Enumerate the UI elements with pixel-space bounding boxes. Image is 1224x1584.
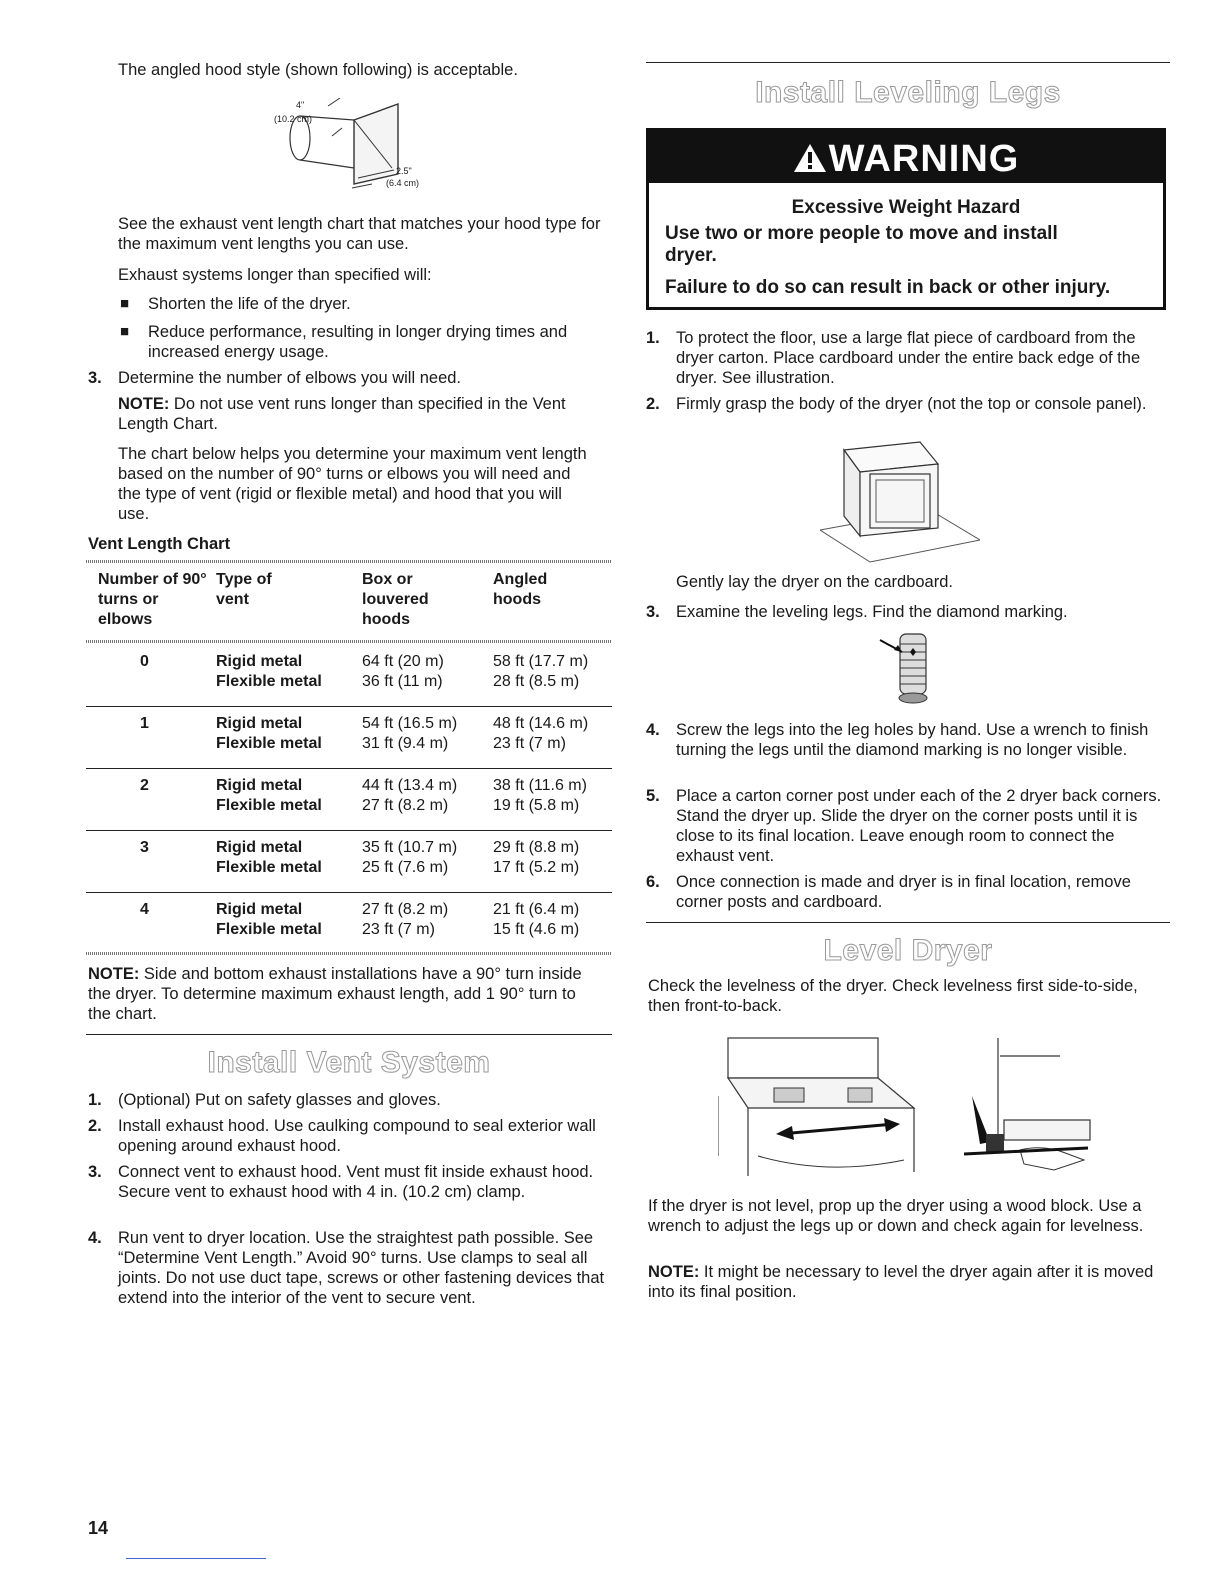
step-number: 3. [88,369,102,387]
table-cell-box: 54 ft (16.5 m) [362,715,458,732]
table-cell-box: 36 ft (11 m) [362,673,443,690]
table-cell-type: Flexible metal [216,673,322,690]
hood-dim2-metric: (6.4 cm) [386,178,420,188]
step-number: 1. [646,329,660,347]
table-cell-turns: 3 [140,839,149,856]
table-cell-type: Rigid metal [216,839,303,856]
table-cell-type: Flexible metal [216,859,322,876]
leveling-leg-illustration [876,630,946,706]
table-cell-type: Rigid metal [216,715,303,732]
note-label: NOTE: [648,1263,700,1281]
note3-text [648,1262,1158,1302]
section-title-legs: Install Leveling Legs [755,76,1061,109]
page-number: 14 [88,1518,109,1538]
not-level-text: If the dryer is not level, prop up the dryer using a wood block. Use a wrench to adjust the legs up or down and check again for levelness. [648,1197,1144,1235]
warning-banner-text: WARNING [828,138,1020,180]
table-cell-angled: 58 ft (17.7 m) [493,653,589,670]
table-cell-angled: 48 ft (14.6 m) [493,715,589,732]
warning-line1: Use two or more people to move and install dryer. [665,223,1058,266]
legs-step-text: Screw the legs into the leg holes by hand. Use a wrench to finish turning the legs until the diamond marking is no longer visible. [676,721,1149,759]
bullet-icon: ■ [120,323,130,340]
bullet-item: Shorten the life of the dryer. [148,295,351,313]
step-number: 4. [646,721,660,739]
table-cell-angled: 38 ft (11.6 m) [493,777,587,794]
section-rule [86,1034,612,1035]
warning-hazard: Excessive Weight Hazard [791,197,1021,218]
table-header-turns: Number of 90° turns or elbows [98,571,207,628]
table-row-rule [86,830,612,831]
table-cell-turns: 2 [140,777,149,794]
step-number: 4. [88,1229,102,1247]
table-cell-box: 25 ft (7.6 m) [362,859,449,876]
table-header-rule [86,640,612,643]
note-body: It might be necessary to level the dryer again after it is moved into its final position. [648,1263,1154,1301]
legs-step-text: Examine the leveling legs. Find the diamond marking. [676,603,1068,621]
vent-step-text: Connect vent to exhaust hood. Vent must fit inside exhaust hood. Secure vent to exhaust hood with 4 in. (10.2 cm) clamp. [118,1163,594,1201]
section-rule [646,62,1170,63]
step-number: 6. [646,873,660,891]
hood-dim1: 4" [296,100,305,110]
longer-intro-text: Exhaust systems longer than specified will: [118,266,432,284]
table-cell-box: 23 ft (7 m) [362,921,435,938]
table-cell-box: 44 ft (13.4 m) [362,777,458,794]
gently-text: Gently lay the dryer on the cardboard. [676,573,953,591]
note-label: NOTE: [88,965,140,983]
table-cell-type: Rigid metal [216,777,303,794]
table-top-rule [86,560,612,563]
table-cell-angled: 23 ft (7 m) [493,735,566,752]
step-number: 1. [88,1091,102,1109]
table-cell-type: Rigid metal [216,901,303,918]
section-title-vent: Install Vent System [207,1046,491,1079]
table-cell-angled: 21 ft (6.4 m) [493,901,580,918]
warning-triangle-icon [793,133,827,189]
table-cell-angled: 28 ft (8.5 m) [493,673,580,690]
vent-step-text: (Optional) Put on safety glasses and gloves. [118,1091,441,1109]
table-row-rule [86,768,612,769]
see-chart-text: See the exhaust vent length chart that matches your hood type for the maximum vent lengths you can use. [118,215,601,253]
chart-help-text: The chart below helps you determine your maximum vent length based on the number of 90° turns or elbows you will need and the type of vent (rigid or flexible metal) and hood that you will use. [118,445,587,523]
step-number: 2. [646,395,660,413]
table-header-box: Box or louvered hoods [362,571,429,628]
legs-step-text: Place a carton corner post under each of the 2 dryer back corners. Stand the dryer up. Slide the dryer on the corner posts until it is close to its final location. Leave enough room to connect the exhaust vent. [676,787,1162,865]
step3-text: Determine the number of elbows you will need. [118,369,462,387]
table-bottom-rule [86,952,612,955]
step-number: 3. [646,603,660,621]
warning-banner [649,131,1163,183]
warning-line2: Failure to do so can result in back or other injury. [665,277,1111,298]
note-body: Side and bottom exhaust installations have a 90° turn inside the dryer. To determine maximum exhaust length, add 1 90° turn to the chart. [88,965,582,1023]
table-cell-turns: 0 [140,653,149,670]
section-title-level: Level Dryer [823,934,993,967]
table-cell-box: 35 ft (10.7 m) [362,839,458,856]
table-cell-box: 27 ft (8.2 m) [362,797,449,814]
hood-dim2: 2.5" [396,166,412,176]
table-cell-angled: 29 ft (8.8 m) [493,839,580,856]
table-cell-type: Flexible metal [216,735,322,752]
section-rule [646,922,1170,923]
hood-intro-text: The angled hood style (shown following) is acceptable. [118,61,518,79]
footer-link-line [126,1558,266,1559]
step-number: 2. [88,1117,102,1135]
vent-step-text: Install exhaust hood. Use caulking compound to seal exterior wall opening around exhaust hood. [118,1117,596,1155]
level-front-to-back-illustration [964,1036,1094,1178]
table-cell-angled: 15 ft (4.6 m) [493,921,580,938]
warning-box [646,128,1166,310]
table-cell-angled: 19 ft (5.8 m) [493,797,580,814]
table-cell-box: 64 ft (20 m) [362,653,444,670]
table-cell-turns: 1 [140,715,149,732]
note-body: Do not use vent runs longer than specified in the Vent Length Chart. [118,395,566,433]
vent-step-text: Run vent to dryer location. Use the straightest path possible. See “Determine Vent Length.” Avoid 90° turns. Use clamps to seal all joints. Do not use duct tape, screws or other fastening devices that extend into the interior of the vent to secure vent. [118,1229,605,1307]
level-intro-text: Check the levelness of the dryer. Check levelness first side-to-side, then front-to-back. [648,977,1138,1015]
table-cell-angled: 17 ft (5.2 m) [493,859,580,876]
legs-step-text: Once connection is made and dryer is in final location, remove corner posts and cardboard. [676,873,1131,911]
table-cell-type: Flexible metal [216,921,322,938]
note1-text [118,394,612,434]
table-row-rule [86,706,612,707]
table-header-angled: Angled hoods [493,571,548,608]
table-cell-box: 31 ft (9.4 m) [362,735,449,752]
legs-step-text: Firmly grasp the body of the dryer (not the top or console panel). [676,395,1147,413]
table-row-rule [86,892,612,893]
dryer-on-cardboard-illustration [820,440,980,566]
note2-text [88,964,598,1024]
table-cell-type: Flexible metal [216,797,322,814]
step-number: 3. [88,1163,102,1181]
table-header-type: Type of vent [216,571,272,608]
table-cell-turns: 4 [140,901,149,918]
level-side-to-side-illustration [718,1036,918,1178]
note-label: NOTE: [118,395,170,413]
table-cell-type: Rigid metal [216,653,303,670]
step-number: 5. [646,787,660,805]
hood-dim1-metric: (10.2 cm) [274,114,313,124]
legs-step-text: To protect the floor, use a large flat piece of cardboard from the dryer carton. Place cardboard under the entire back edge of the dryer. See illustration. [676,329,1141,387]
chart-title: Vent Length Chart [88,535,231,553]
bullet-icon: ■ [120,295,130,312]
table-cell-box: 27 ft (8.2 m) [362,901,449,918]
hood-dim-label-1 [296,100,304,110]
bullet-item: Reduce performance, resulting in longer drying times and increased energy usage. [148,323,568,361]
